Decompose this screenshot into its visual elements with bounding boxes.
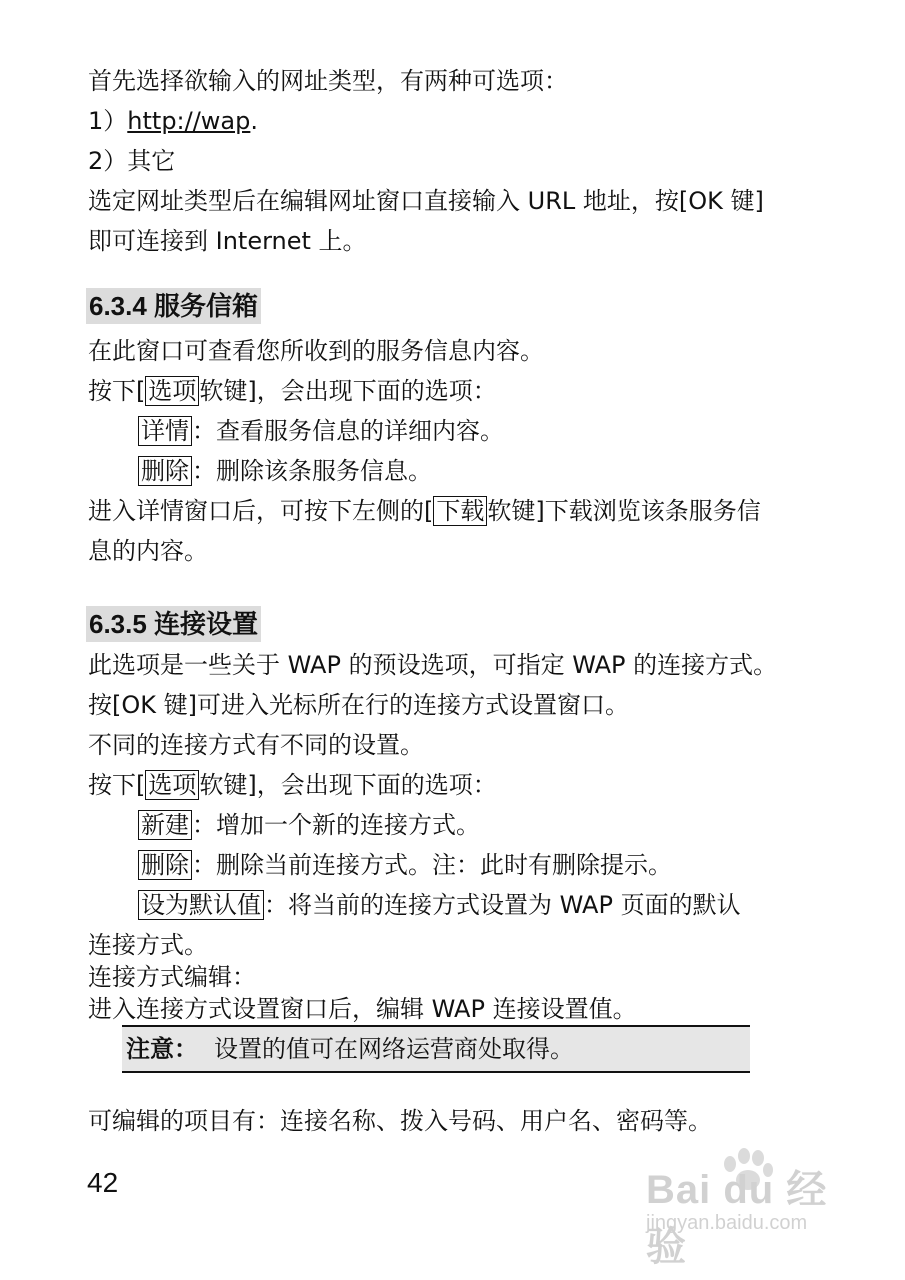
s634-line-1: 在此窗口可查看您所收到的服务信息内容。 — [88, 337, 544, 365]
s634-enter-cont: 息的内容。 — [88, 537, 208, 565]
option-delete-box: 删除 — [138, 456, 192, 486]
s634-enter-details: 进入详情窗口后，可按下左侧的[ 下载 软键]下载浏览该条服务信 — [88, 497, 761, 525]
page-number: 42 — [87, 1167, 119, 1198]
option-details-box: 详情 — [138, 416, 192, 446]
s635-line-1: 此选项是一些关于 WAP 的预设选项，可指定 WAP 的连接方式。 — [88, 651, 778, 679]
section-heading-635: 6.3.5 连接设置 — [86, 606, 261, 642]
note-box — [122, 1025, 750, 1073]
section-heading-634: 6.3.4 服务信箱 — [86, 288, 261, 324]
option-delete-box-2: 删除 — [138, 850, 192, 880]
softkey-options-box: 选项 — [145, 376, 199, 406]
s635-option-new: 新建 ：增加一个新的连接方式。 — [138, 810, 480, 840]
note-label: 注意： — [126, 1035, 198, 1063]
s635-editable-items: 可编辑的项目有：连接名称、拨入号码、用户名、密码等。 — [88, 1107, 712, 1135]
note-text: 设置的值可在网络运营商处取得。 — [214, 1035, 574, 1063]
baidu-watermark — [640, 1148, 860, 1269]
s635-edit-line: 进入连接方式设置窗口后，编辑 WAP 连接设置值。 — [88, 995, 637, 1023]
option-new-box: 新建 — [138, 810, 192, 840]
option-set-default-box: 设为默认值 — [138, 890, 264, 920]
s635-press-options: 按下[ 选项 软键]，会出现下面的选项： — [88, 771, 497, 799]
s635-line-3: 不同的连接方式有不同的设置。 — [88, 731, 424, 759]
watermark-logo: Bai du 经验 — [646, 1168, 828, 1269]
softkey-download-box: 下载 — [433, 496, 487, 526]
wap-url: http://wap — [127, 107, 251, 135]
intro-line-4: 选定网址类型后在编辑网址窗口直接输入 URL 地址，按[OK 键] — [88, 187, 764, 215]
intro-line-5: 即可连接到 Internet 上。 — [88, 227, 367, 255]
s635-default-cont: 连接方式。 — [88, 931, 208, 959]
s635-line-2: 按[OK 键]可进入光标所在行的连接方式设置窗口。 — [88, 691, 629, 719]
softkey-options-box-2: 选项 — [145, 770, 199, 800]
option-1: 1）http://wap. — [88, 107, 259, 135]
s634-option-delete: 删除 ：删除该条服务信息。 — [138, 456, 432, 486]
s635-option-delete: 删除 ：删除当前连接方式。注：此时有删除提示。 — [138, 850, 672, 880]
s634-press-options: 按下[ 选项 软键]，会出现下面的选项： — [88, 377, 497, 405]
watermark-url: jingyan.baidu.com — [646, 1212, 808, 1234]
option-2: 2）其它 — [88, 147, 176, 175]
s635-edit-title: 连接方式编辑： — [88, 963, 256, 991]
s634-option-details: 详情 ：查看服务信息的详细内容。 — [138, 416, 504, 446]
s635-option-default: 设为默认值 ：将当前的连接方式设置为 WAP 页面的默认 — [138, 890, 741, 920]
intro-line-1: 首先选择欲输入的网址类型，有两种可选项： — [88, 67, 568, 95]
